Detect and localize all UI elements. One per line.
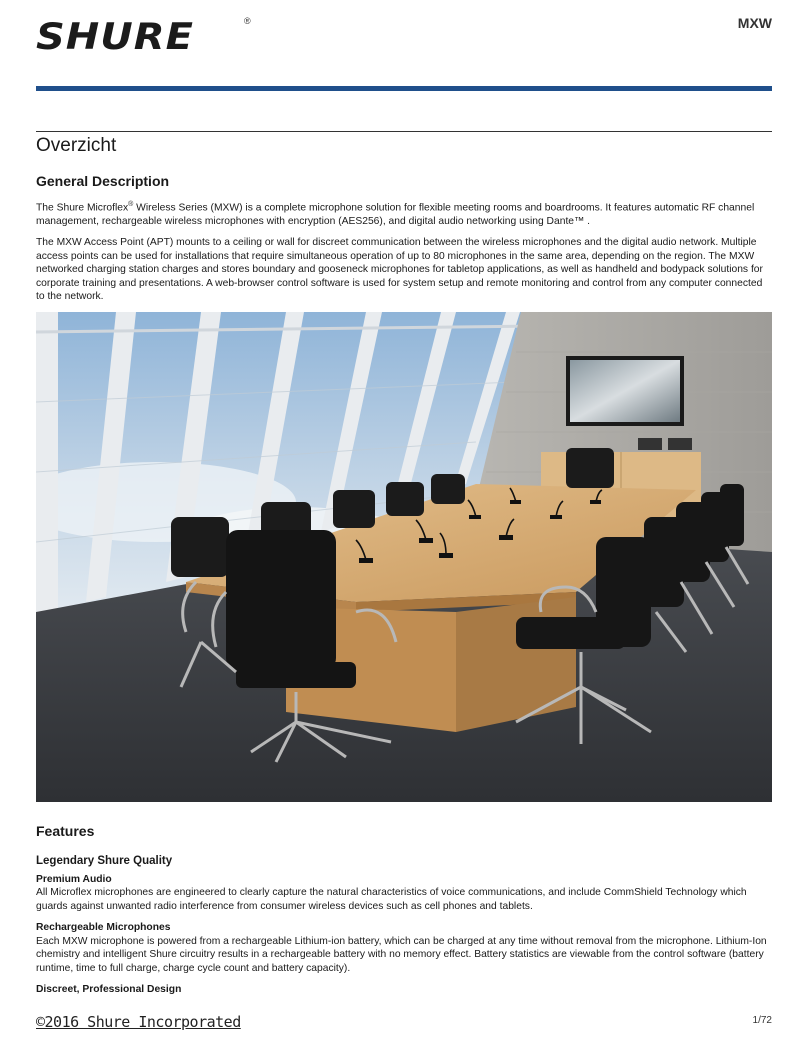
premium-audio-text: All Microflex microphones are engineered to clearly capture the natural characteristics of voice communications, and include CommShield Technology which guards against unwanted radio interference from consumer wireless devices such as cell phones and tablets.	[36, 887, 747, 912]
page-content	[36, 134, 772, 997]
logo-registered-mark: ®	[244, 16, 251, 26]
premium-audio-title: Premium Audio	[36, 873, 112, 885]
copyright: ©2016 Shure Incorporated	[36, 1013, 241, 1031]
registered-mark: ®	[128, 201, 134, 208]
general-description-paragraph-2: The MXW Access Point (APT) mounts to a ceiling or wall for discreet communication between the wireless microphones and the digital audio network. Multiple access points can be used for installations that require simultaneous operation of up to 80 microphones in the same area, depending on the region. The MXW networked charging station charges and stores boundary and gooseneck microphones for tabletop applications, as well as handheld and bodypack solutions for corporate training and presentations. A web-browser control software is used for system setup and remote monitoring and control from any computer connected to the network.	[36, 237, 763, 303]
p1-start: The Shure Microflex	[36, 202, 129, 214]
p1-rest: Wireless Series (MXW) is a complete microphone solution for flexible meeting rooms and boardrooms. It features automatic RF channel management, rechargeable wireless microphones with encryption (AES256), and digital audio networking using Dante™ .	[36, 202, 755, 227]
legendary-quality-heading: Legendary Shure Quality	[36, 854, 173, 867]
general-description-heading: General Description	[36, 173, 170, 189]
general-description-paragraph-1	[36, 198, 772, 228]
section-rule	[36, 131, 772, 132]
features-heading: Features	[36, 822, 95, 839]
rechargeable-microphones-title: Rechargeable Microphones	[36, 922, 171, 934]
boardroom-photo	[36, 312, 772, 802]
product-code: MXW	[737, 15, 772, 31]
page-number: 1/72	[752, 1015, 772, 1026]
shure-logo: SHURE	[36, 15, 194, 59]
section-title: Overzicht	[36, 135, 117, 156]
header-blue-rule	[36, 86, 772, 91]
discreet-design-title: Discreet, Professional Design	[36, 984, 182, 996]
rechargeable-microphones-text: Each MXW microphone is powered from a rechargeable Lithium-ion battery, which can be charged at any time without removal from the microphone. Lithium-Ion chemistry and intelligent Shure circuitry results in a rechargeable battery with no memory effect. Battery statistics are viewable from the control software (battery runtime, time to full charge, charge cycle count and battery capacity).	[36, 935, 767, 974]
